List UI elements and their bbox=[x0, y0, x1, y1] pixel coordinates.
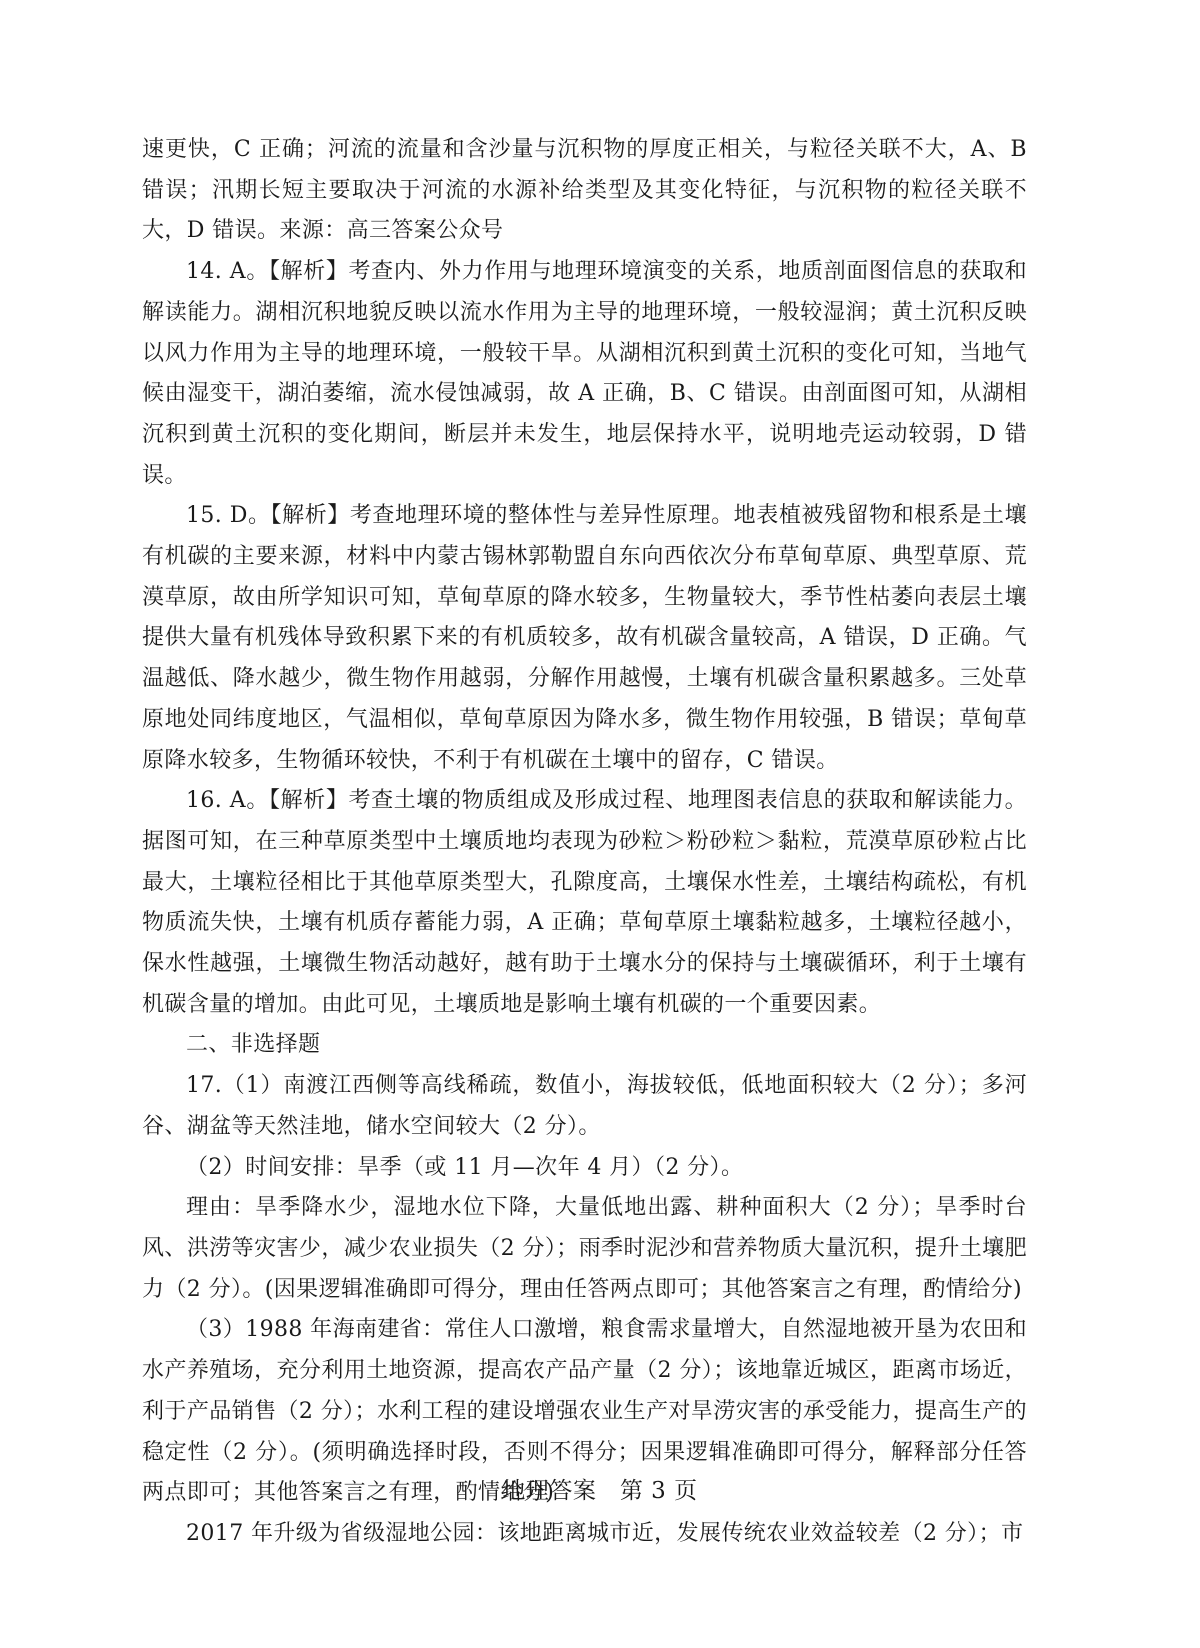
paragraph-question-16: 16. A。【解析】考查土壤的物质组成及形成过程、地理图表信息的获取和解读能力。据图可知，在三种草原类型中土壤质地均表现为砂粒＞粉砂粒＞黏粒，荒漠草原砂粒占比最大，土壤粒径相比于其他草原类型大，孔隙度高，土壤保水性差，土壤结构疏松，有机物质流失快，土壤有机质存蓄能力弱，A 正确；草甸草原土壤黏粒越多，土壤粒径越小，保水性越强，土壤微生物活动越好，越有助于土壤水分的保持与土壤碳循环，利于土壤有机碳含量的增加。由此可见，土壤质地是影响土壤有机碳的一个重要因素。 bbox=[142, 788, 1027, 1017]
paragraph-question-17-part-3: （3）1988 年海南建省：常住人口激增，粮食需求量增大，自然湿地被开垦为农田和水产养殖场，充分利用土地资源，提高农产品产量（2 分）；该地靠近城区，距离市场近，利于产品销售（2 分）；水利工程的建设增强农业生产对旱涝灾害的承受能力，提高生产的稳定性（2 分）。(须明确选择时段，否则不得分；因果逻辑准确即可得分，解释部分任答两点即可；其他答案言之有理，酌情给分) bbox=[142, 1317, 1027, 1506]
paragraph-question-15: 15. D。【解析】考查地理环境的整体性与差异性原理。地表植被残留物和根系是土壤有机碳的主要来源，材料中内蒙古锡林郭勒盟自东向西依次分布草甸草原、典型草原、荒漠草原，故由所学知识可知，草甸草原的降水较多，生物量较大，季节性枯萎向表层土壤提供大量有机残体导致积累下来的有机质较多，故有机碳含量较高，A 错误，D 正确。气温越低、降水越少，微生物作用越弱，分解作用越慢，土壤有机碳含量积累越多。三处草原地处同纬度地区，气温相似，草甸草原因为降水多，微生物作用较强，B 错误；草甸草原降水较多，生物循环较快，不利于有机碳在土壤中的留存，C 错误。 bbox=[142, 503, 1027, 773]
answer-body bbox=[142, 130, 1027, 1555]
section-heading-non-choice: 二、非选择题 bbox=[186, 1032, 321, 1058]
paragraph-question-17-reason: 理由：旱季降水少，湿地水位下降，大量低地出露、耕种面积大（2 分）；旱季时台风、洪涝等灾害少，减少农业损失（2 分）；雨季时泥沙和营养物质大量沉积，提升土壤肥力（2 分）。(因果逻辑准确即可得分，理由任答两点即可；其他答案言之有理，酌情给分) bbox=[142, 1195, 1027, 1302]
paragraph-question-17-part-2: （2）时间安排：旱季（或 11 月—次年 4 月）（2 分）。 bbox=[186, 1154, 744, 1180]
paragraph-13-continued: 速更快，C 正确；河流的流量和含沙量与沉积物的厚度正相关，与粒径关联不大，A、B 错误；汛期长短主要取决于河流的水源补给类型及其变化特征，与沉积物的粒径关联不大，D 错误。来源：高三答案公众号 bbox=[142, 137, 1027, 244]
paragraph-question-17-part-1: 17.（1）南渡江西侧等高线稀疏，数值小，海拔较低，低地面积较大（2 分）；多河谷、湖盆等天然洼地，储水空间较大（2 分）。 bbox=[142, 1073, 1027, 1139]
page-footer: 地理答案 第 3 页 bbox=[502, 1478, 698, 1504]
paragraph-question-14: 14. A。【解析】考查内、外力作用与地理环境演变的关系，地质剖面图信息的获取和解读能力。湖相沉积地貌反映以流水作用为主导的地理环境，一般较湿润；黄土沉积反映以风力作用为主导的地理环境，一般较干旱。从湖相沉积到黄土沉积的变化可知，当地气候由湿变干，湖泊萎缩，流水侵蚀减弱，故 A 正确，B、C 错误。由剖面图可知，从湖相沉积到黄土沉积的变化期间，断层并未发生，地层保持水平，说明地壳运动较弱，D 错误。 bbox=[142, 259, 1027, 488]
paragraph-question-17-part-3-2017: 2017 年升级为省级湿地公园：该地距离城市近，发展传统农业效益较差（2 分）；市 bbox=[186, 1520, 1024, 1546]
